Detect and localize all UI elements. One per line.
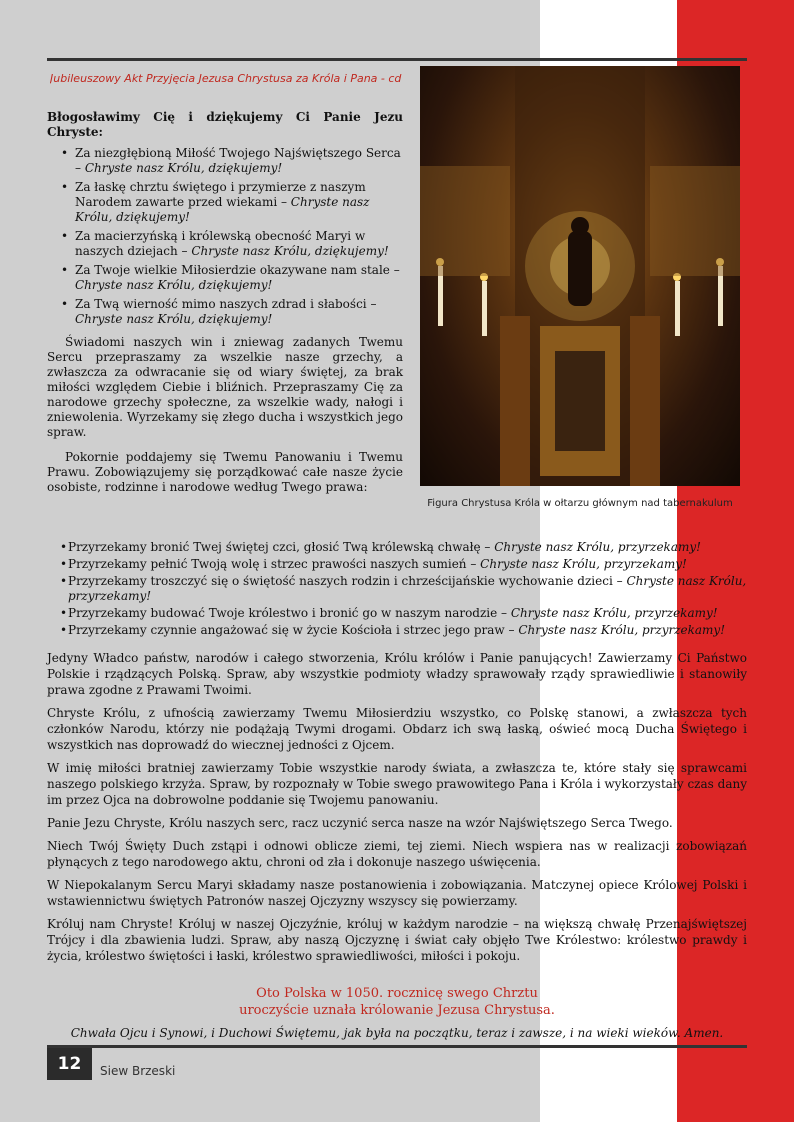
- item-response: Chryste nasz Królu, dziękujemy!: [75, 278, 273, 292]
- item-response: Chryste nasz Królu, przyrzekamy!: [494, 540, 701, 554]
- list-item: [60, 623, 750, 638]
- header-title: Jubileuszowy Akt Przyjęcia Jezusa Chrystusa za Króla i Pana - cd: [50, 72, 402, 85]
- item-response: Chryste nasz Królu, dziękujemy!: [75, 195, 370, 224]
- item-text: Przyrzekamy budować Twoje królestwo i bronić go w naszym narodzie –: [68, 606, 511, 620]
- item-text: Za Twoje wielkie Miłosierdzie okazywane nam stale –: [75, 263, 400, 277]
- list-item: [60, 606, 750, 621]
- item-response: Chryste nasz Królu, przyrzekamy!: [68, 574, 747, 603]
- thanks-list: [47, 146, 403, 327]
- list-item: [61, 229, 403, 259]
- paragraph: Niech Twój Święty Duch zstąpi i odnowi oblicze ziemi, tej ziemi. Niech wspiera nas w realizacji zobowiązań płynących z tego narodowego aktu, chroni od zła i dokonuje naszego uświęcenia.: [47, 839, 747, 869]
- list-item: [61, 146, 403, 176]
- highlight-statement: [47, 985, 747, 1019]
- item-response: Chryste nasz Królu, przyrzekamy!: [510, 606, 718, 620]
- left-column: [47, 110, 403, 495]
- paragraph: Jedyny Władco państw, narodów i całego stworzenia, Królu królów i Panie panujących! Zawierzamy Ci Państwo Polskie i rządzących Polską. Spraw, aby wszystkie podmioty władzy sprawowały rządy sprawiedliwie i stanowiły prawa zgodne z Prawami Twoimi.: [47, 651, 747, 697]
- item-text: Przyrzekamy czynnie angażować się w życie Kościoła i strzec jego praw –: [68, 623, 519, 637]
- altar-photo: [420, 66, 740, 486]
- item-text: Przyrzekamy pełnić Twoją wolę i strzec prawości naszych sumień –: [68, 557, 481, 571]
- paragraph: Panie Jezu Chryste, Królu naszych serc, racz uczynić serca nasze na wzór Najświętszego Serca Twego.: [47, 816, 673, 830]
- item-response: Chryste nasz Królu, dziękujemy!: [191, 244, 389, 258]
- magazine-name: Siew Brzeski: [100, 1064, 176, 1078]
- item-text: Przyrzekamy bronić Twej świętej czci, głosić Twą królewską chwałę –: [68, 540, 495, 554]
- highlight-line-1: Oto Polska w 1050. rocznicę swego Chrztu: [256, 986, 538, 1001]
- top-rule: [47, 58, 747, 61]
- list-item: [61, 297, 403, 327]
- paragraph: W imię miłości bratniej zawierzamy Tobie wszystkie narody świata, a zwłaszcza te, które stały się sprawcami naszego polskiego krzyża. Spraw, by rozpoznały w Tobie swego prawowitego Pana i Króla i wykorzystały czas dany im przez Ojca na dobrowolne poddanie się Twojemu panowaniu.: [47, 761, 747, 807]
- list-item: [60, 557, 750, 572]
- item-text: Za niezgłębioną Miłość Twojego Najświętszego Serca –: [75, 146, 401, 175]
- list-item: [61, 180, 403, 225]
- promises-list: [60, 540, 750, 640]
- highlight-line-2: uroczyście uznała królowanie Jezusa Chrystusa.: [239, 1003, 555, 1018]
- item-response: Chryste nasz Królu, przyrzekamy!: [480, 557, 687, 571]
- item-text: Za łaskę chrztu świętego i przymierze z naszym Narodem zawarte przed wiekami –: [75, 180, 366, 209]
- photo-caption: Figura Chrystusa Króla w ołtarzu głównym nad tabernakulum: [427, 498, 733, 509]
- paragraph: Króluj nam Chryste! Króluj w naszej Ojczyźnie, króluj w każdym narodzie – na większą chwałę Przenajświętszej Trójcy i dla zbawienia ludzi. Spraw, aby naszą Ojczyznę i świat cały objęło Twe Królestwo: królestwo prawdy i życia, królestwo świętości i łaski, królestwo sprawiedliwości, miłości i pokoju.: [47, 917, 747, 963]
- apology-paragraph: Świadomi naszych win i zniewag zadanych Twemu Sercu przepraszamy za wszelkie nasze grzechy, a zwłaszcza za odwracanie się od wiary świętej, za brak miłości względem Ciebie i bliźnich. Przepraszamy Cię za narodowe grzechy społeczne, za wszelkie wady, nałogi i zniewolenia. Wyrzekamy się złego ducha i wszystkich jego spraw.: [47, 335, 403, 439]
- item-response: Chryste nasz Królu, dziękujemy!: [84, 161, 283, 175]
- bottom-rule: [47, 1045, 747, 1048]
- thanks-lead: Błogosławimy Cię i dziękujemy Ci Panie Jezu Chryste:: [47, 110, 403, 139]
- item-response: Chryste nasz Królu, dziękujemy!: [75, 312, 273, 326]
- paragraph: W Niepokalanym Sercu Maryi składamy nasze postanowienia i zobowiązania. Matczynej opiece Królowej Polski i wstawiennictwu świętych Patronów naszej Ojczyzny wszyscy się powierzamy.: [47, 878, 747, 908]
- item-response: Chryste nasz Królu, przyrzekamy!: [518, 623, 726, 637]
- main-text: [47, 650, 747, 971]
- page-number: 12: [47, 1048, 92, 1080]
- submission-paragraph: Pokornie poddajemy się Twemu Panowaniu i Twemu Prawu. Zobowiązujemy się porządkować całe nasze życie osobiste, rodzinne i narodowe według Twego prawa:: [47, 450, 403, 494]
- item-text: Przyrzekamy troszczyć się o świętość naszych rodzin i chrześcijańskie wychowanie dzieci –: [68, 574, 627, 588]
- list-item: [60, 574, 750, 604]
- altar-illustration: [420, 66, 740, 486]
- item-text: Za macierzyńską i królewską obecność Maryi w naszych dziejach –: [75, 229, 366, 258]
- item-text: Za Twą wierność mimo naszych zdrad i słabości –: [75, 297, 377, 311]
- closing-doxology: Chwała Ojcu i Synowi, i Duchowi Świętemu, jak była na początku, teraz i zawsze, i na wieki wieków. Amen.: [70, 1026, 724, 1040]
- paragraph: Chryste Królu, z ufnością zawierzamy Twemu Miłosierdziu wszystko, co Polskę stanowi, a zwłaszcza tych członków Narodu, którzy nie podążają Twymi drogami. Obdarz ich swą łaską, oświeć mocą Ducha Świętego i wszystkich nas doprowadź do wiecznej jedności z Ojcem.: [47, 706, 747, 752]
- list-item: [61, 263, 403, 293]
- list-item: [60, 540, 750, 555]
